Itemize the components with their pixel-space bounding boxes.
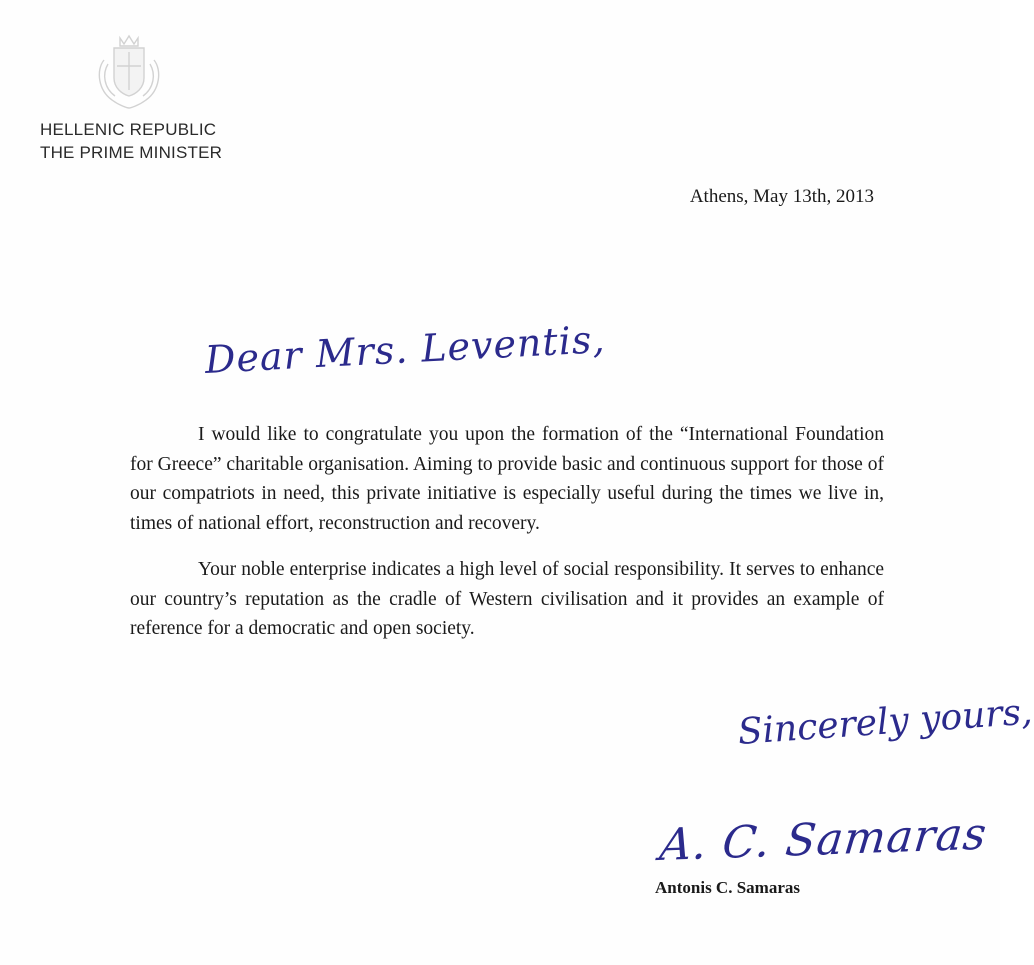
- handwritten-closing: Sincerely yours,: [736, 691, 1034, 753]
- letterhead-republic: HELLENIC REPUBLIC: [40, 120, 217, 139]
- embossed-coat-of-arms-icon: [92, 30, 166, 110]
- letter-date: Athens, May 13th, 2013: [689, 186, 874, 207]
- letterhead-office: THE PRIME MINISTER: [40, 143, 223, 162]
- body-paragraph: I would like to congratulate you upon the formation of the “International Foundation for Greece” charitable organisation. Aiming to provide basic and continuous support for those of our compatriots in need, this private initiative is especially useful during the times we live in, times of national effort, reconstruction and recovery.: [130, 424, 884, 534]
- handwritten-signature: A. C. Samaras: [657, 808, 990, 872]
- handwritten-salutation: Dear Mrs. Leventis,: [203, 317, 607, 382]
- letterhead: [40, 118, 222, 164]
- letter-body: [130, 420, 884, 661]
- body-paragraph: Your noble enterprise indicates a high level of social responsibility. It serves to enhance our country’s reputation as the cradle of Western civilisation and it provides an example of reference for a democratic and open society.: [130, 559, 884, 639]
- signer-name: Antonis C. Samaras: [655, 878, 800, 897]
